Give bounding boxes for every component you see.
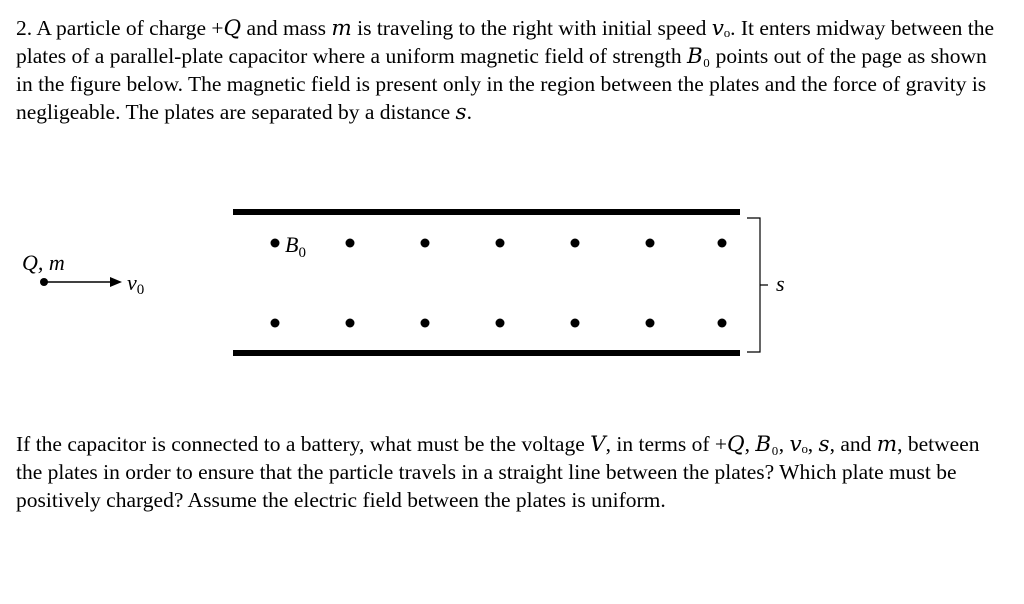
field-dot [571, 319, 580, 328]
field-dot [496, 319, 505, 328]
capacitor-figure [0, 190, 1024, 380]
bottom-plate [233, 350, 740, 356]
field-dot [646, 319, 655, 328]
field-dot [421, 319, 430, 328]
top-plate [233, 209, 740, 215]
field-dot [271, 239, 280, 248]
magnetic-field-dots-top-row [271, 239, 727, 248]
velocity-label-subscript: 0 [136, 282, 145, 298]
velocity-label-letter: v [127, 270, 137, 295]
problem-statement [16, 14, 1006, 126]
field-dot [346, 319, 355, 328]
field-dot [571, 239, 580, 248]
field-dot [496, 239, 505, 248]
field-dot [346, 239, 355, 248]
separation-label: s [776, 271, 785, 296]
field-dot [718, 239, 727, 248]
velocity-arrow [44, 277, 122, 287]
question-statement [16, 430, 1006, 514]
field-dot [646, 239, 655, 248]
magnetic-field-dots-bottom-row [271, 319, 727, 328]
question-statement-text: If the capacitor is connected to a battery, what must be the voltage 𝑉, in terms of +𝑄, 𝐵₀, 𝑣ₒ, 𝑠, and 𝑚, between the plates in order to ensure that the particle travels in a straight line between the plates? Which plate must be positively charged? Assume the electric field between the plates is uniform. [16, 432, 980, 512]
field-dot [271, 319, 280, 328]
field-dot [421, 239, 430, 248]
field-label-letter: B [285, 232, 299, 257]
separation-bracket [747, 218, 768, 352]
field-label [285, 232, 306, 261]
field-label-subscript: 0 [298, 245, 306, 261]
problem-statement-text: 2. A particle of charge +𝑄 and mass 𝑚 is traveling to the right with initial speed 𝑣ₒ. It enters midway between the plates of a parallel-plate capacitor where a uniform magnetic field of strength 𝐵₀ points out of the page as shown in the figure below. The magnetic field is present only in the region between the plates and the force of gravity is negligeable. The plates are separated by a distance 𝑠. [16, 16, 995, 124]
field-dot [718, 319, 727, 328]
velocity-label [127, 270, 144, 298]
particle-label: Q, m [22, 250, 65, 275]
